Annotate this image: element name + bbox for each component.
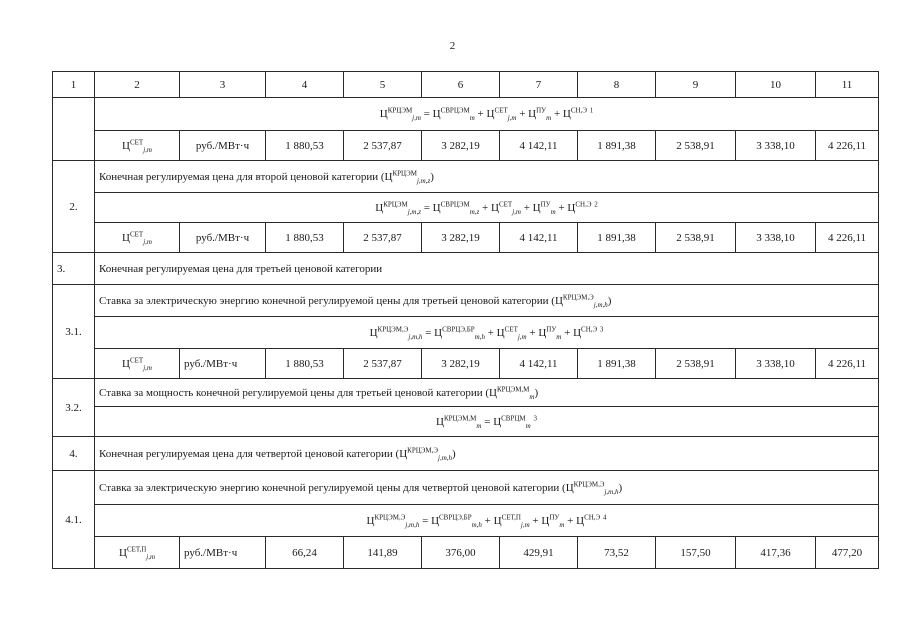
symbol-cell: $Ц^{СЕТ}_{j,m}$ — [95, 131, 180, 161]
value-cell: 1 880,53 — [266, 349, 344, 379]
value-cell: 3 338,10 — [736, 223, 816, 253]
section-number-cell — [53, 98, 95, 161]
header-row — [53, 72, 879, 98]
value-cell: 4 142,11 — [500, 131, 578, 161]
tariff-table — [52, 71, 879, 569]
value-cell: 429,91 — [500, 537, 578, 569]
value-cell: 1 891,38 — [578, 349, 656, 379]
section-row — [53, 437, 879, 471]
value-cell: 3 338,10 — [736, 349, 816, 379]
page-number: 2 — [449, 40, 456, 52]
data-row — [53, 131, 879, 161]
section-title: Ставка за мощность конечной регулируемой цены для третьей ценовой категории $(Ц^{КРЦЭМ,М}_m)$ — [95, 379, 879, 407]
value-cell: 1 880,53 — [266, 223, 344, 253]
formula-row — [53, 505, 879, 537]
value-cell: 4 226,11 — [816, 349, 879, 379]
value-cell: 4 226,11 — [816, 131, 879, 161]
section-title: Ставка за электрическую энергию конечной регулируемой цены для третьей ценовой категории $(Ц^{КРЦЭМ,Э}_{j,m,h})$ — [95, 285, 879, 317]
header-cell: 8 — [578, 72, 656, 98]
section-row — [53, 379, 879, 407]
data-row — [53, 349, 879, 379]
unit-cell: руб./МВт·ч — [180, 537, 266, 569]
section-row — [53, 161, 879, 193]
unit-cell: руб./МВт·ч — [180, 349, 266, 379]
header-cell: 3 — [180, 72, 266, 98]
value-cell: 2 537,87 — [344, 349, 422, 379]
formula-row — [53, 193, 879, 223]
section-row — [53, 471, 879, 505]
symbol-cell: $Ц^{СЕТ}_{j,m}$ — [95, 223, 180, 253]
value-cell: 477,20 — [816, 537, 879, 569]
formula-4-1: $Ц^{КРЦЭМ,Э}_{j,m,h} = Ц^{СВРЦЭ,БР}_{m,h} + Ц^{СЕТ,П}_{j,m} + Ц^{ПУ}_m + Ц^{СН,Э}$ $^4$ — [95, 505, 879, 537]
section-number: 3.2. — [53, 379, 95, 437]
header-cell: 2 — [95, 72, 180, 98]
section-title: Конечная регулируемая цена для второй ценовой категории $(Ц^{КРЦЭМ}_{j,m,z})$ — [95, 161, 879, 193]
section-title: Конечная регулируемая цена для четвертой ценовой категории $(Ц^{КРЦЭМ,Э}_{j,m,h})$ — [95, 437, 879, 471]
value-cell: 66,24 — [266, 537, 344, 569]
section-number: 4.1. — [53, 471, 95, 569]
value-cell: 417,36 — [736, 537, 816, 569]
formula-row — [53, 407, 879, 437]
section-row — [53, 285, 879, 317]
section-title: Ставка за электрическую энергию конечной регулируемой цены для четвертой ценовой категории $(Ц^{КРЦЭМ,Э}_{j,m,h})$ — [95, 471, 879, 505]
header-cell: 6 — [422, 72, 500, 98]
symbol-cell: $Ц^{СЕТ,П}_{j,m}$ — [95, 537, 180, 569]
formula-row — [53, 98, 879, 131]
value-cell: 1 891,38 — [578, 223, 656, 253]
formula-1: $Ц^{КРЦЭМ}_{j,m} = Ц^{СВРЦЭМ}_m + Ц^{СЕТ}_{j,m} + Ц^{ПУ}_m + Ц^{СН,Э}$ $^1$ — [95, 98, 879, 131]
value-cell: 376,00 — [422, 537, 500, 569]
value-cell: 1 880,53 — [266, 131, 344, 161]
formula-row — [53, 317, 879, 349]
header-cell: 4 — [266, 72, 344, 98]
unit-cell: руб./МВт·ч — [180, 223, 266, 253]
value-cell: 4 226,11 — [816, 223, 879, 253]
value-cell: 3 338,10 — [736, 131, 816, 161]
section-number: 3. — [53, 253, 95, 285]
value-cell: 1 891,38 — [578, 131, 656, 161]
header-cell: 7 — [500, 72, 578, 98]
value-cell: 3 282,19 — [422, 131, 500, 161]
formula-3-2: $Ц^{КРЦЭМ,М}_m = Ц^{СВРЦМ}_m$ $^3$ — [95, 407, 879, 437]
header-cell: 5 — [344, 72, 422, 98]
value-cell: 2 538,91 — [656, 131, 736, 161]
section-number: 3.1. — [53, 285, 95, 379]
value-cell: 2 537,87 — [344, 131, 422, 161]
section-row — [53, 253, 879, 285]
symbol-cell: $Ц^{СЕТ}_{j,m}$ — [95, 349, 180, 379]
formula-3-1: $Ц^{КРЦЭМ,Э}_{j,m,h} = Ц^{СВРЦЭ,БР}_{m,h} + Ц^{СЕТ}_{j,m} + Ц^{ПУ}_m + Ц^{СН,Э}$ $^3$ — [95, 317, 879, 349]
formula-2: $Ц^{КРЦЭМ}_{j,m,z} = Ц^{СВРЦЭМ}_{m,z} + Ц^{СЕТ}_{j,m} + Ц^{ПУ}_m + Ц^{СН,Э}$ $^2$ — [95, 193, 879, 223]
value-cell: 141,89 — [344, 537, 422, 569]
header-cell: 9 — [656, 72, 736, 98]
data-row — [53, 223, 879, 253]
value-cell: 3 282,19 — [422, 349, 500, 379]
header-cell: 10 — [736, 72, 816, 98]
value-cell: 73,52 — [578, 537, 656, 569]
header-cell: 1 — [53, 72, 95, 98]
unit-cell: руб./МВт·ч — [180, 131, 266, 161]
value-cell: 157,50 — [656, 537, 736, 569]
value-cell: 3 282,19 — [422, 223, 500, 253]
header-cell: 11 — [816, 72, 879, 98]
value-cell: 4 142,11 — [500, 223, 578, 253]
value-cell: 2 538,91 — [656, 223, 736, 253]
section-title: Конечная регулируемая цена для третьей ценовой категории — [95, 253, 879, 285]
section-number: 4. — [53, 437, 95, 471]
value-cell: 4 142,11 — [500, 349, 578, 379]
value-cell: 2 537,87 — [344, 223, 422, 253]
data-row — [53, 537, 879, 569]
value-cell: 2 538,91 — [656, 349, 736, 379]
section-number: 2. — [53, 161, 95, 253]
